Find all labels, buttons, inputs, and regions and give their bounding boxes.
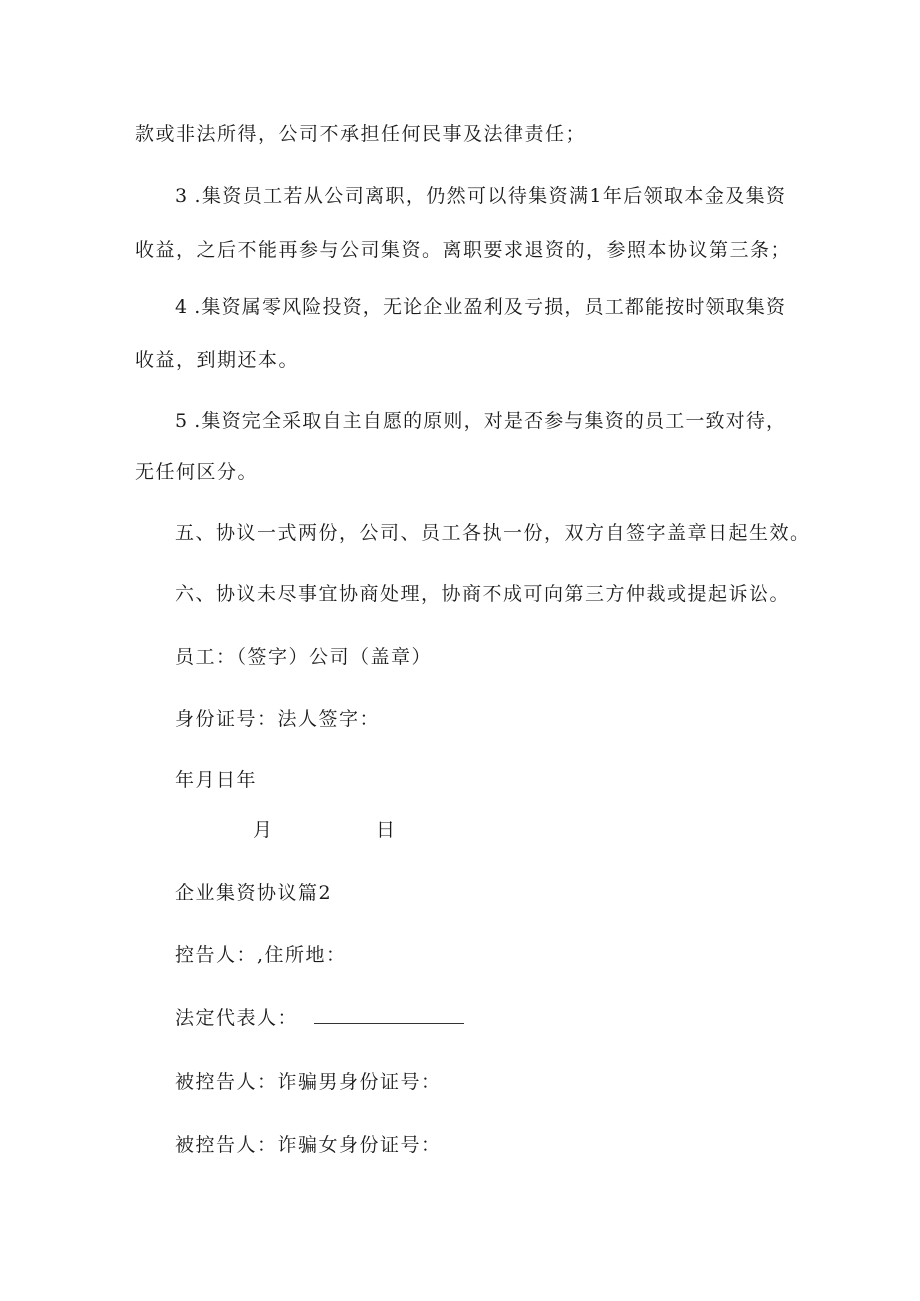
date-line: 年月日年 <box>175 769 258 791</box>
date-day: 日 <box>376 819 397 841</box>
legal-representative-label: 法定代表人： <box>175 1007 299 1029</box>
paragraph-line: 收益，到期还本。 <box>135 349 300 371</box>
date-month: 月 <box>253 819 274 841</box>
paragraph-line: 被控告人：诈骗女身份证号： <box>175 1134 442 1156</box>
paragraph-line: 款或非法所得，公司不承担任何民事及法律责任； <box>135 123 587 145</box>
paragraph-line: 五、协议一式两份，公司、员工各执一份，双方自签字盖章日起生效。 <box>175 522 811 544</box>
paragraph-line: 收益，之后不能再参与公司集资。离职要求退资的，参照本协议第三条； <box>135 239 792 261</box>
fill-in-blank <box>314 1005 464 1024</box>
paragraph-line: 被控告人：诈骗男身份证号： <box>175 1071 442 1093</box>
paragraph-line: 六、协议未尽事宜协商处理，协商不成可向第三方仲裁或提起诉讼。 <box>175 583 791 605</box>
section-title: 企业集资协议篇2 <box>175 882 333 904</box>
paragraph-line: 3 .集资员工若从公司离职，仍然可以待集资满1年后领取本金及集资 <box>175 185 785 207</box>
paragraph-line: 无任何区分。 <box>135 461 259 483</box>
signature-line: 员工：（签字）公司（盖章） <box>175 646 433 668</box>
legal-representative-line <box>175 1005 464 1030</box>
signature-line: 身份证号：法人签字： <box>175 708 381 730</box>
paragraph-line: 控告人：,住所地： <box>175 944 347 966</box>
paragraph-line: 4 .集资属零风险投资，无论企业盈利及亏损，员工都能按时领取集资 <box>175 296 785 318</box>
paragraph-line: 5 .集资完全采取自主自愿的原则，对是否参与集资的员工一致对待， <box>175 410 785 432</box>
